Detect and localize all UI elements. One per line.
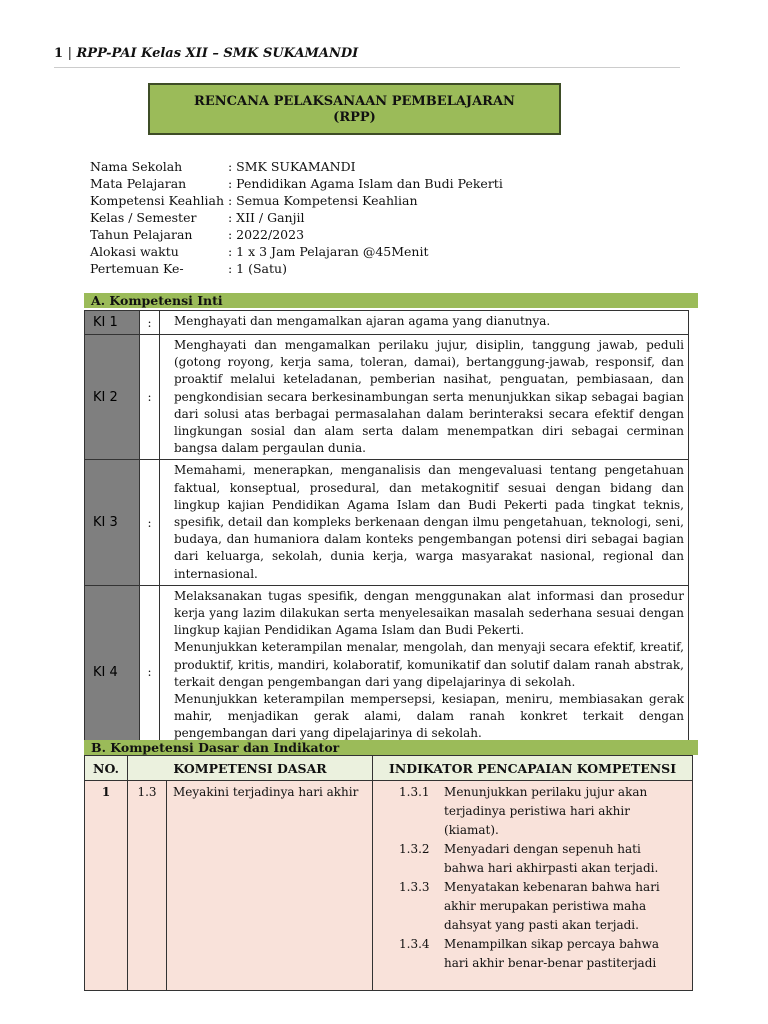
- title-line-2: (RPP): [333, 110, 376, 125]
- identity-row: [90, 243, 503, 260]
- indicator-list: [373, 781, 693, 991]
- identity-value: : 2022/2023: [228, 227, 305, 242]
- indicator-item: [399, 935, 692, 973]
- identity-row: [90, 158, 503, 175]
- ki-row: [85, 460, 689, 585]
- identity-value: : 1 (Satu): [228, 261, 287, 276]
- identity-key: Nama Sekolah: [90, 159, 183, 174]
- ki-colon: :: [140, 335, 160, 460]
- indicator-text: Menunjukkan perilaku jujur akan terjadinya peristiwa hari akhir (kiamat).: [444, 785, 648, 837]
- identity-key: Kelas / Semester: [90, 210, 197, 225]
- indicator-item: [399, 878, 692, 935]
- identity-key: Alokasi waktu: [90, 244, 179, 259]
- ki-label: KI 3: [85, 460, 140, 585]
- ki-label: KI 2: [85, 335, 140, 460]
- kompetensi-inti-table: [84, 310, 689, 760]
- identity-row: [90, 175, 503, 192]
- ki-colon: :: [140, 311, 160, 335]
- identity-row: [90, 192, 503, 209]
- identity-key: Kompetensi Keahliah: [90, 193, 225, 208]
- identity-key: Pertemuan Ke-: [90, 261, 184, 276]
- indicator-item: [399, 783, 692, 840]
- section-b-heading: B. Kompetensi Dasar dan Indikator: [84, 740, 698, 755]
- identity-row: [90, 260, 503, 277]
- ki-text: Menunjukkan keterampilan mempersepsi, kesiapan, meniru, membiasakan gerak mahir, menjadikan gerak alami, dalam ranah konkret terkait dengan pengembangan dari yang dipelajarinya di sekolah.: [174, 692, 684, 741]
- indicator-text: Menyadari dengan sepenuh hati bahwa hari akhirpasti akan terjadi.: [444, 842, 659, 875]
- header-divider: [54, 67, 680, 68]
- identity-value: : SMK SUKAMANDI: [228, 159, 356, 174]
- identity-value: : Semua Kompetensi Keahlian: [228, 193, 418, 208]
- col-header-kd: KOMPETENSI DASAR: [128, 756, 373, 781]
- kd-number: 1.3: [128, 781, 167, 991]
- indicator-text: Menampilkan sikap percaya bahwa hari akhir benar-benar pastiterjadi: [444, 937, 660, 970]
- page-header: [54, 46, 358, 61]
- indicator-number: 1.3.2: [399, 842, 430, 856]
- ki-text: Memahami, menerapkan, menganalisis dan mengevaluasi tentang pengetahuan faktual, konseptual, prosedural, dan metakognitif sesuai dengan bidang dan lingkup kajian Pendidikan Agama Islam dan Budi Pekerti pada tingkat teknis, spesifik, detail dan kompleks berkenaan dengan ilmu pengetahuan, teknologi, seni, budaya, dan humaniora dalam konteks pengembangan potensi diri sebagai bagian dari keluarga, sekolah, dunia kerja, warga masyarakat nasional, regional dan internasional.: [160, 460, 689, 585]
- ki-colon: :: [140, 585, 160, 759]
- ki-row: [85, 335, 689, 460]
- identity-key: Tahun Pelajaran: [90, 227, 193, 242]
- header-separator: |: [67, 46, 72, 61]
- section-a-heading: A. Kompetensi Inti: [84, 293, 698, 308]
- table-header-row: [85, 756, 693, 781]
- indicator-text: Menyatakan kebenaran bahwa hari akhir merupakan peristiwa maha dahsyat yang pasti akan terjadi.: [444, 880, 660, 932]
- identity-value: : Pendidikan Agama Islam dan Budi Pekerti: [228, 176, 503, 191]
- ki-text-cell: [160, 585, 689, 759]
- ki-row: [85, 311, 689, 335]
- indicator-number: 1.3.1: [399, 785, 430, 799]
- kompetensi-dasar-table: [84, 755, 693, 991]
- document-title: RPP-PAI Kelas XII – SMK SUKAMANDI: [76, 46, 359, 61]
- row-number: 1: [85, 781, 128, 991]
- ki-text: Menunjukkan keterampilan menalar, mengolah, dan menyaji secara efektif, kreatif, produktif, kritis, mandiri, kolaboratif, komunikatif dan solutif dalam ranah abstrak, terkait dengan pengembangan dari yang dipelajarinya di sekolah.: [174, 640, 684, 689]
- ki-label: KI 1: [85, 311, 140, 335]
- col-header-indikator: INDIKATOR PENCAPAIAN KOMPETENSI: [373, 756, 693, 781]
- title-line-1: RENCANA PELAKSANAAN PEMBELAJARAN: [194, 94, 515, 109]
- kd-text: Meyakini terjadinya hari akhir: [167, 781, 373, 991]
- indicator-item: [399, 840, 692, 878]
- ki-row: [85, 585, 689, 759]
- ki-text: Menghayati dan mengamalkan perilaku jujur, disiplin, tanggung jawab, peduli (gotong royong, kerja sama, toleran, damai), bertanggung-jawab, responsif, dan proaktif melalui keteladanan, pemberian nasihat, penguatan, pembiasaan, dan pengkondisian secara berkesinambungan serta menunjukkan sikap sebagai bagian dari solusi atas berbagai permasalahan dalam berinteraksi secara efektif dengan lingkungan sosial dan alam serta dalam menempatkan diri sebagai cerminan bangsa dalam pergaulan dunia.: [160, 335, 689, 460]
- identity-row: [90, 226, 503, 243]
- identity-block: [90, 158, 503, 277]
- page-number: 1: [54, 46, 64, 61]
- identity-value: : 1 x 3 Jam Pelajaran @45Menit: [228, 244, 429, 259]
- ki-label: KI 4: [85, 585, 140, 759]
- rpp-title-box: [148, 83, 561, 135]
- ki-colon: :: [140, 460, 160, 585]
- indicator-number: 1.3.3: [399, 880, 430, 894]
- identity-value: : XII / Ganjil: [228, 210, 305, 225]
- indicator-number: 1.3.4: [399, 937, 430, 951]
- col-header-no: NO.: [85, 756, 128, 781]
- ki-text: Melaksanakan tugas spesifik, dengan menggunakan alat informasi dan prosedur kerja yang lazim dilakukan serta menyelesaikan masalah sederhana sesuai dengan lingkup kajian Pendidikan Agama Islam dan Budi Pekerti.: [174, 588, 684, 638]
- identity-key: Mata Pelajaran: [90, 176, 187, 191]
- table-row: [85, 781, 693, 991]
- identity-row: [90, 209, 503, 226]
- ki-text: Menghayati dan mengamalkan ajaran agama yang dianutnya.: [160, 311, 689, 335]
